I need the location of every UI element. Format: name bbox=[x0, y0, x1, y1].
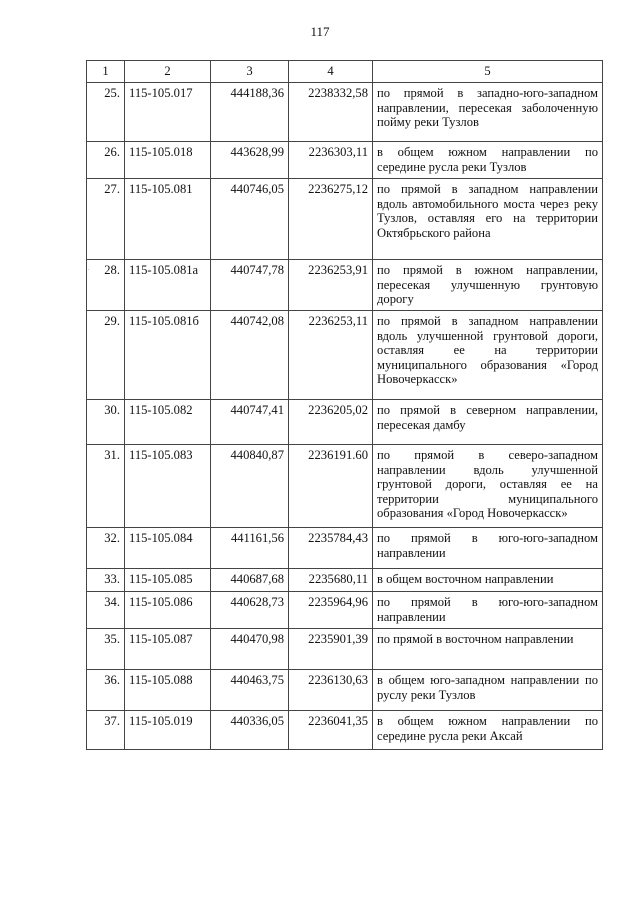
table-row bbox=[87, 142, 603, 179]
point-code: 115-105.081 bbox=[125, 179, 211, 260]
table-row bbox=[87, 400, 603, 445]
point-code: 115-105.083 bbox=[125, 445, 211, 528]
header-col-3: 3 bbox=[211, 61, 289, 83]
scan-artifact: . bbox=[88, 266, 90, 272]
coordinate-y: 2235964,96 bbox=[289, 592, 373, 629]
boundary-description: по прямой в южном направлении, пересекая улучшенную грунтовую дорогу bbox=[373, 260, 603, 311]
row-number: 28. bbox=[87, 260, 125, 311]
header-col-2: 2 bbox=[125, 61, 211, 83]
header-col-4: 4 bbox=[289, 61, 373, 83]
table-body bbox=[87, 83, 603, 750]
point-code: 115-105.084 bbox=[125, 528, 211, 569]
boundary-description: по прямой в юго-юго-западном направлении bbox=[373, 592, 603, 629]
point-code: 115-105.087 bbox=[125, 629, 211, 670]
coordinate-x: 440463,75 bbox=[211, 670, 289, 711]
coordinate-x: 443628,99 bbox=[211, 142, 289, 179]
coordinate-y: 2236191.60 bbox=[289, 445, 373, 528]
coordinate-y: 2236275,12 bbox=[289, 179, 373, 260]
page-number: 117 bbox=[310, 24, 330, 39]
coordinate-y: 2236130,63 bbox=[289, 670, 373, 711]
coordinate-y: 2236303,11 bbox=[289, 142, 373, 179]
point-code: 115-105.081а bbox=[125, 260, 211, 311]
table-row bbox=[87, 592, 603, 629]
row-number: 33. bbox=[87, 569, 125, 592]
coordinate-y: 2236253,11 bbox=[289, 311, 373, 400]
header-col-1: 1 bbox=[87, 61, 125, 83]
coordinate-y: 2236041,35 bbox=[289, 711, 373, 750]
boundary-description: по прямой в западном направлении вдоль улучшенной грунтовой дороги, оставляя ее на территории муниципального образования «Город Новочеркасск» bbox=[373, 311, 603, 400]
point-code: 115-105.019 bbox=[125, 711, 211, 750]
coordinate-x: 440628,73 bbox=[211, 592, 289, 629]
table-row bbox=[87, 711, 603, 750]
boundary-description: по прямой в юго-юго-западном направлении bbox=[373, 528, 603, 569]
table-header bbox=[87, 61, 603, 83]
boundary-description: по прямой в восточном направлении bbox=[373, 629, 603, 670]
coordinate-x: 440742,08 bbox=[211, 311, 289, 400]
boundary-description: по прямой в северо-западном направлении вдоль улучшенной грунтовой дороги, оставляя ее на территории муниципального образования «Город Новочеркасск» bbox=[373, 445, 603, 528]
row-number: 31. bbox=[87, 445, 125, 528]
coordinate-x: 440687,68 bbox=[211, 569, 289, 592]
point-code: 115-105.017 bbox=[125, 83, 211, 142]
row-number: 29. bbox=[87, 311, 125, 400]
header-col-5: 5 bbox=[373, 61, 603, 83]
row-number: 34. bbox=[87, 592, 125, 629]
table-row bbox=[87, 311, 603, 400]
boundary-description: в общем восточном направлении bbox=[373, 569, 603, 592]
point-code: 115-105.088 bbox=[125, 670, 211, 711]
boundary-description: по прямой в западном направлении вдоль автомобильного моста через реку Тузлов, оставляя его на территории Октябрьского района bbox=[373, 179, 603, 260]
table-row bbox=[87, 629, 603, 670]
boundary-description: в общем юго-западном направлении по руслу реки Тузлов bbox=[373, 670, 603, 711]
table-row bbox=[87, 569, 603, 592]
boundary-description: по прямой в северном направлении, пересекая дамбу bbox=[373, 400, 603, 445]
boundary-description: в общем южном направлении по середине русла реки Тузлов bbox=[373, 142, 603, 179]
coordinate-y: 2238332,58 bbox=[289, 83, 373, 142]
coordinate-x: 440747,41 bbox=[211, 400, 289, 445]
coordinate-y: 2236253,91 bbox=[289, 260, 373, 311]
table-row bbox=[87, 670, 603, 711]
table-row bbox=[87, 445, 603, 528]
point-code: 115-105.081б bbox=[125, 311, 211, 400]
row-number: 30. bbox=[87, 400, 125, 445]
point-code: 115-105.018 bbox=[125, 142, 211, 179]
coordinate-x: 440470,98 bbox=[211, 629, 289, 670]
coordinate-x: 441161,56 bbox=[211, 528, 289, 569]
point-code: 115-105.086 bbox=[125, 592, 211, 629]
point-code: 115-105.085 bbox=[125, 569, 211, 592]
table-row bbox=[87, 528, 603, 569]
coordinate-x: 440840,87 bbox=[211, 445, 289, 528]
row-number: 25. bbox=[87, 83, 125, 142]
coordinate-x: 440746,05 bbox=[211, 179, 289, 260]
row-number: 26. bbox=[87, 142, 125, 179]
boundary-points-table bbox=[86, 60, 603, 750]
table-row bbox=[87, 260, 603, 311]
boundary-description: по прямой в западно-юго-западном направлении, пересекая заболоченную пойму реки Тузлов bbox=[373, 83, 603, 142]
row-number: 32. bbox=[87, 528, 125, 569]
coordinate-y: 2235680,11 bbox=[289, 569, 373, 592]
coordinate-y: 2236205,02 bbox=[289, 400, 373, 445]
coordinate-x: 444188,36 bbox=[211, 83, 289, 142]
table-row bbox=[87, 179, 603, 260]
row-number: 35. bbox=[87, 629, 125, 670]
coordinate-y: 2235784,43 bbox=[289, 528, 373, 569]
row-number: 37. bbox=[87, 711, 125, 750]
table-row bbox=[87, 83, 603, 142]
boundary-description: в общем южном направлении по середине русла реки Аксай bbox=[373, 711, 603, 750]
header-row bbox=[87, 61, 603, 83]
row-number: 27. bbox=[87, 179, 125, 260]
coordinate-x: 440747,78 bbox=[211, 260, 289, 311]
coordinate-x: 440336,05 bbox=[211, 711, 289, 750]
point-code: 115-105.082 bbox=[125, 400, 211, 445]
coordinate-y: 2235901,39 bbox=[289, 629, 373, 670]
row-number: 36. bbox=[87, 670, 125, 711]
